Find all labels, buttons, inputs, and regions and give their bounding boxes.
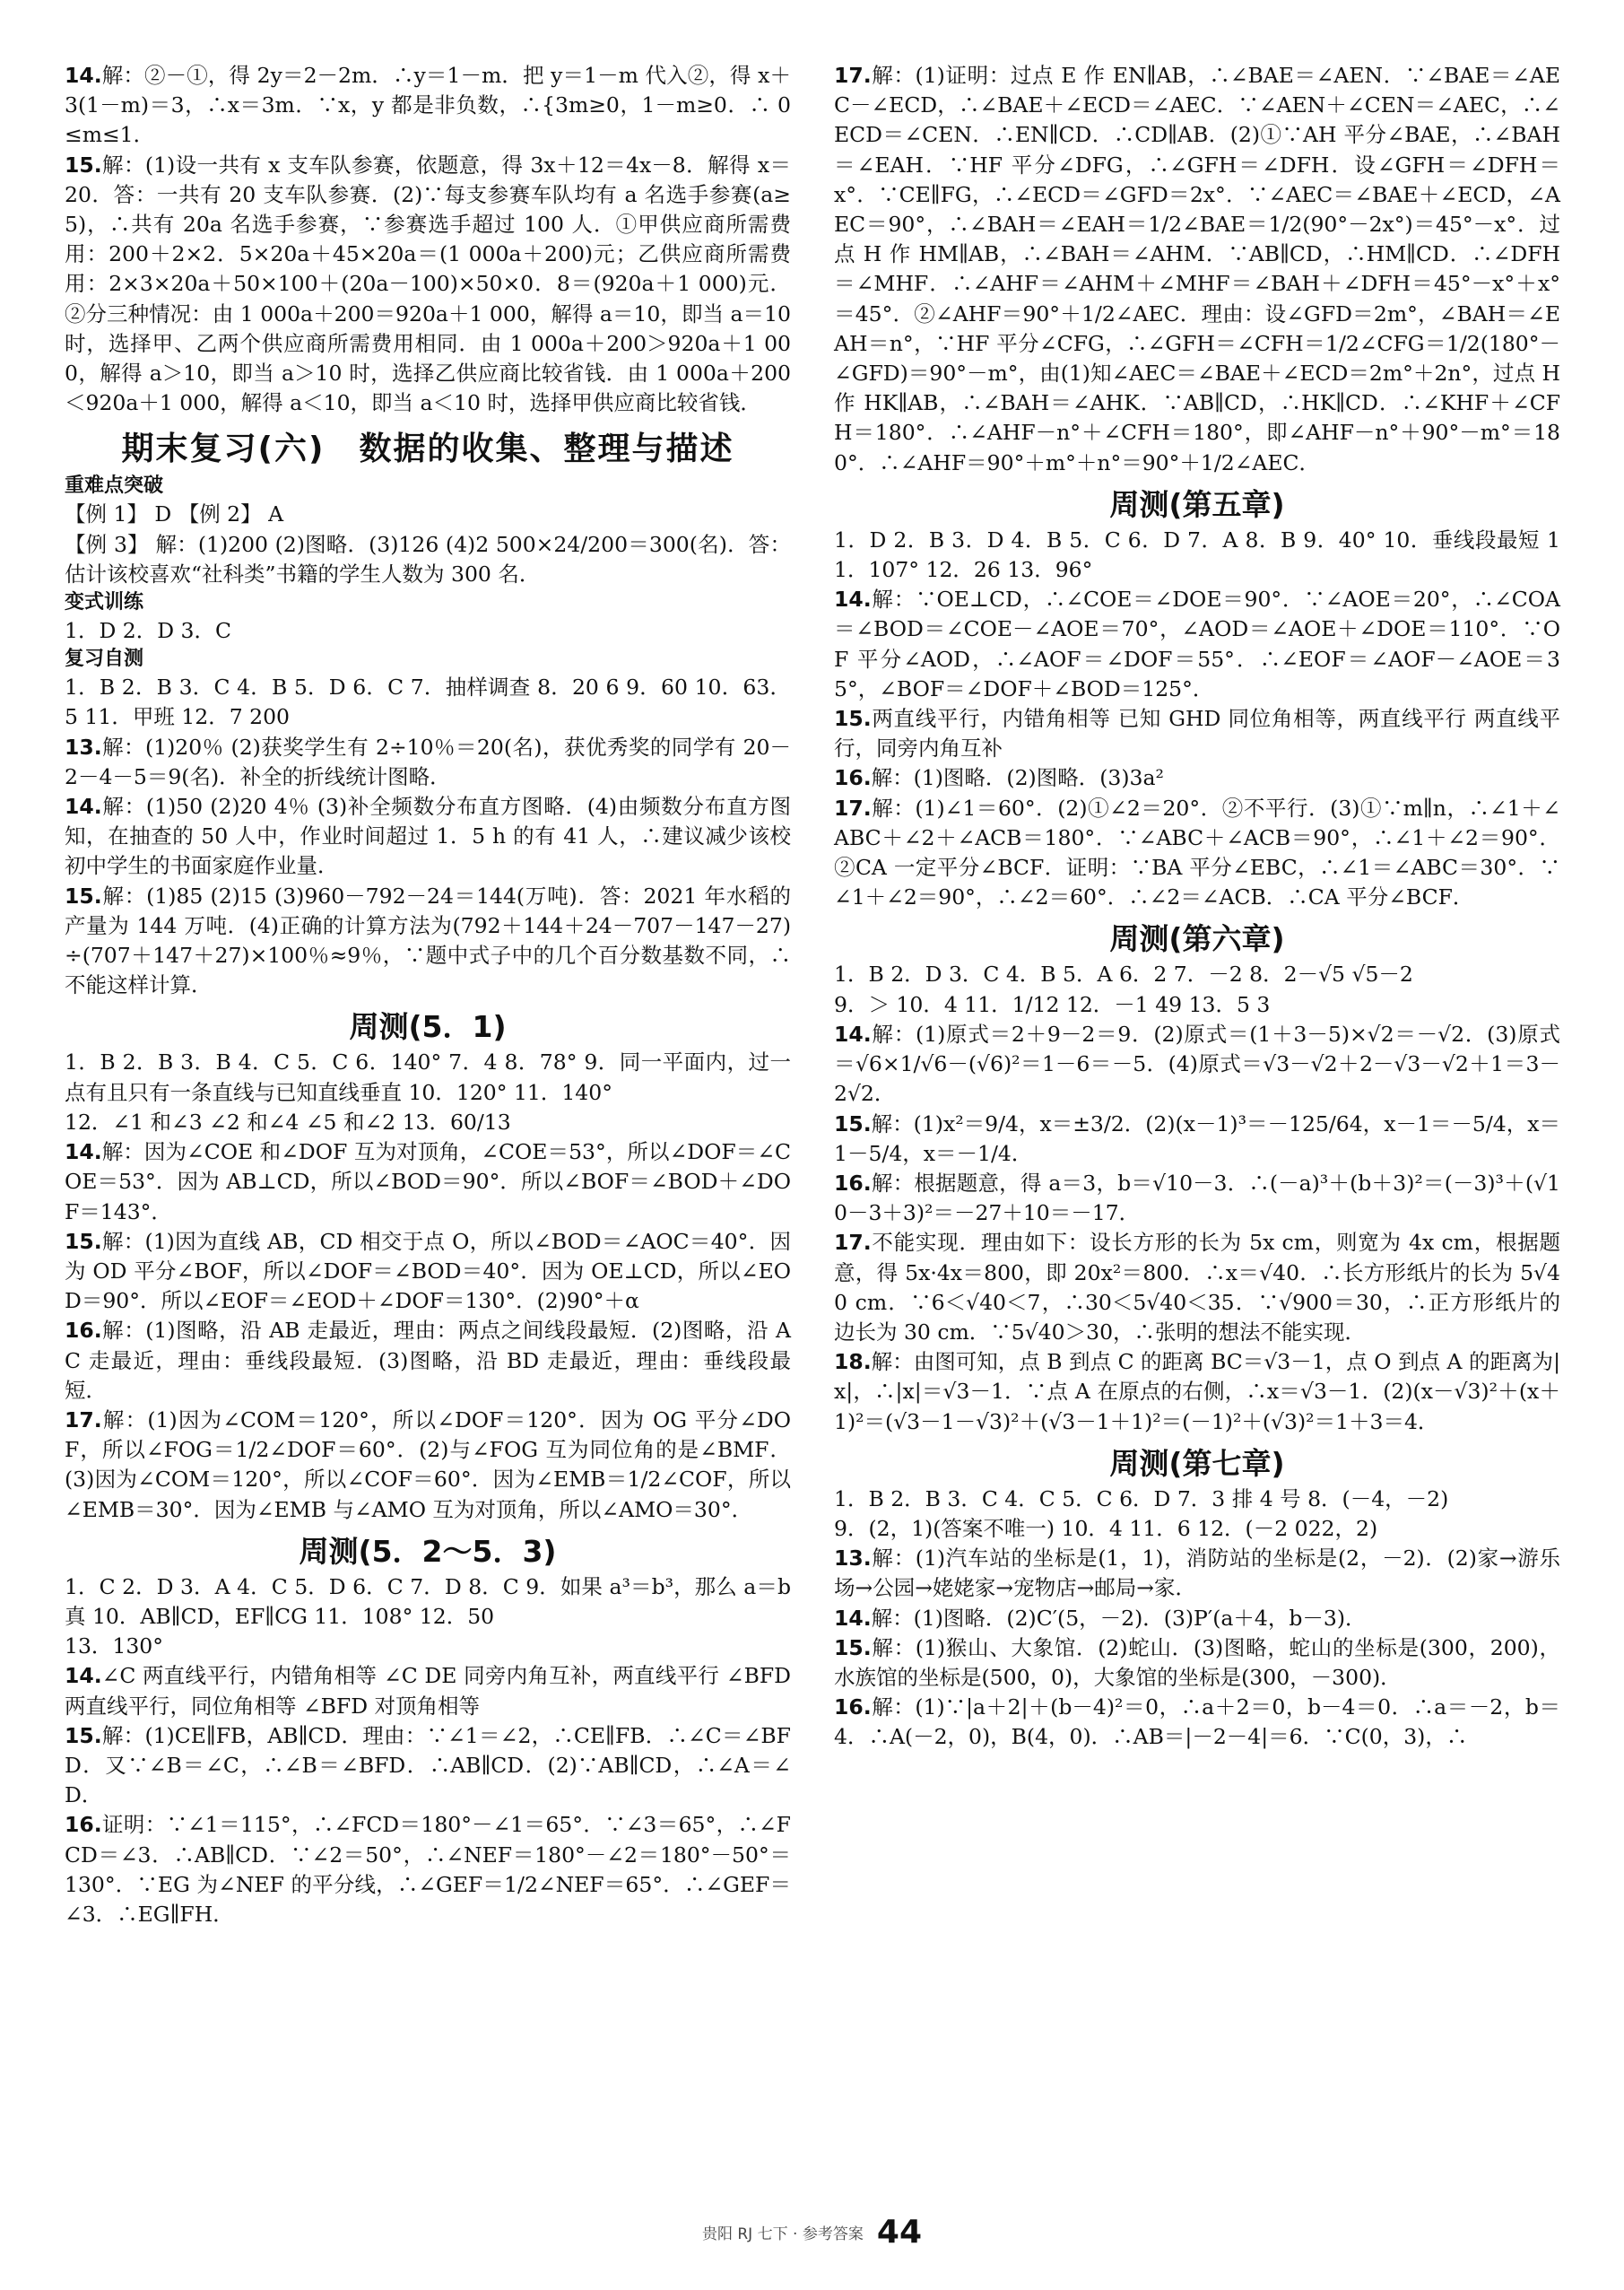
item-text: 1．D 2．D 3．C	[65, 618, 231, 644]
item-text: 解：(1)汽车站的坐标是(1，1)，消防站的坐标是(2，－2)．(2)家→游乐场→公园→姥姥家→宠物店→邮局→家．	[834, 1546, 1560, 1601]
item-text: 解：(1)20％ (2)获奖学生有 2÷10％＝20(名)，获优秀奖的同学有 20－2－4－5＝9(名)．补全的折线统计图略．	[65, 734, 791, 789]
answer-item	[834, 1693, 1560, 1752]
answer-item	[65, 1108, 791, 1137]
answer-item	[65, 1661, 791, 1720]
item-text: 【例 1】 D 【例 2】 A	[65, 501, 284, 527]
item-number: 14.	[65, 794, 102, 820]
answer-item	[65, 673, 791, 732]
item-text: 解：因为∠COE 和∠DOF 互为对顶角，∠COE＝53°，所以∠DOF＝∠COE＝53°．因为 AB⊥CD，所以∠BOD＝90°．所以∠BOF＝∠BOD＋∠DOF＝143°．	[65, 1139, 791, 1224]
answer-item	[834, 990, 1560, 1020]
section-heading: 周测(第六章)	[1109, 921, 1285, 957]
answer-item	[65, 1227, 791, 1317]
item-number: 17.	[834, 1230, 872, 1256]
item-text: 1．D 2．B 3．D 4．B 5．C 6．D 7．A 8．B 9．40° 10．垂线段最短 11．107° 12．26 13．96°	[834, 527, 1560, 583]
item-text: 解：(1)证明：过点 E 作 EN∥AB，∴∠BAE＝∠AEN．∵∠BAE＝∠AEC－∠ECD，∴∠BAE＋∠ECD＝∠AEC．∵∠AEN＋∠CEN＝∠AEC，∴∠ECD＝∠CEN．∴EN∥CD．∴CD∥AB．(2)①∵AH 平分∠BAE，∴∠BAH＝∠EAH．∵HF 平分∠DFG，∴∠GFH＝∠DFH．设∠GFH＝∠DFH＝x°．∵CE∥FG，∴∠ECD＝∠GFD＝2x°．∵∠AEC＝∠BAE＋∠ECD，∠AEC＝90°，∴∠BAH＝∠EAH＝1/2∠BAE＝1/2(90°－2x°)＝45°－x°．过点 H 作 HM∥AB，∴∠BAH＝∠AHM．∵AB∥CD，∴HM∥CD．∴∠DFH＝∠MHF．∴∠AHF＝∠AHM＋∠MHF＝∠BAH＋∠DFH＝45°－x°＋x°＝45°．②∠AHF＝90°＋1/2∠AEC．理由：设∠GFD＝2m°，∠BAH＝∠EAH＝n°，∵HF 平分∠CFG，∴∠GFH＝∠CFH＝1/2∠CFG＝1/2(180°－∠GFD)＝90°－m°，由(1)知∠AEC＝∠BAE＋∠ECD＝2m°＋2n°，过点 H 作 HK∥AB，∴∠BAH＝∠AHK．∵AB∥CD，∴HK∥CD．∴∠KHF＋∠CFH＝180°．∴∠AHF－n°＋∠CFH＝180°，即∠AHF－n°＋90°－m°＝180°．∴∠AHF＝90°＋m°＋n°＝90°＋1/2∠AEC．	[834, 63, 1560, 475]
item-number: 16.	[834, 765, 872, 791]
answer-item	[834, 1169, 1560, 1228]
answer-item	[834, 585, 1560, 704]
item-text: 解：(1)CE∥FB，AB∥CD．理由：∵∠1＝∠2，∴CE∥FB．∴∠C＝∠BFD．又∵∠B＝∠C，∴∠B＝∠BFD．∴AB∥CD．(2)∵AB∥CD，∴∠A＝∠D．	[65, 1722, 791, 1808]
item-number: 18.	[834, 1349, 872, 1375]
answer-item	[65, 1137, 791, 1227]
item-text: 1．B 2．D 3．C 4．B 5．A 6．2 7．－2 8．2－√5 √5－2	[834, 962, 1413, 988]
item-number: 14.	[65, 63, 102, 88]
item-number: 14.	[65, 1663, 102, 1689]
answer-item	[834, 794, 1560, 913]
answer-item	[834, 763, 1560, 793]
item-text: 解：(1)∠1＝60°．(2)①∠2＝20°．②不平行．(3)①∵m∥n，∴∠1＋∠ABC＋∠2＋∠ACB＝180°．∵∠ABC＋∠ACB＝90°，∴∠1＋∠2＝90°．②CA 一定平分∠BCF．证明：∵BA 平分∠EBC，∴∠1＝∠ABC＝30°．∵∠1＋∠2＝90°，∴∠2＝60°．∴∠2＝∠ACB．∴CA 平分∠BCF．	[834, 795, 1560, 910]
answer-item	[65, 882, 791, 1001]
item-text: 12．∠1 和∠3 ∠2 和∠4 ∠5 和∠2 13．60/13	[65, 1109, 511, 1135]
answer-item	[65, 61, 791, 151]
answer-item	[834, 1485, 1560, 1514]
item-text: 解：(1)设一共有 x 支车队参赛，依题意，得 3x＋12＝4x－8．解得 x＝20．答：一共有 20 支车队参赛．(2)∵每支参赛车队均有 a 名选手参赛(a≥5)，∴共有 20a 名选手参赛，∵参赛选手超过 100 人．①甲供应商所需费用：200＋2×2．5×20a＋45×20a＝(1 000a＋200)元；乙供应商所需费用：2×3×20a＋50×100＋(20a－100)×50×0．8＝(920a＋1 000)元．②分三种情况：由 1 000a＋200＝920a＋1 000，解得 a＝10，即当 a＝10 时，选择甲、乙两个供应商所需费用相同．由 1 000a＋200＞920a＋1 000，解得 a＞10，即当 a＞10 时，选择乙供应商比较省钱．由 1 000a＋200＜920a＋1 000，解得 a＜10，即当 a＜10 时，选择甲供应商比较省钱．	[65, 152, 791, 416]
answer-item	[65, 1721, 791, 1811]
item-text: 1．B 2．B 3．C 4．C 5．C 6．D 7．3 排 4 号 8．(－4，－2)	[834, 1485, 1449, 1511]
page-number: 44	[876, 2214, 923, 2251]
subsection-heading: 复习自测	[65, 648, 144, 671]
answer-item	[65, 1810, 791, 1929]
item-number: 14.	[834, 1021, 872, 1047]
left-column	[65, 61, 791, 1929]
item-text: 解：(1)∵|a＋2|＋(b－4)²＝0，∴a＋2＝0，b－4＝0．∴a＝－2，b＝4．∴A(－2，0)，B(4，0)．∴AB＝|－2－4|＝6．∵C(0，3)，∴	[834, 1694, 1560, 1750]
item-number: 15.	[834, 1634, 872, 1660]
answer-item	[65, 733, 791, 792]
item-text: 解：由图可知，点 B 到点 C 的距离 BC＝√3－1，点 O 到点 A 的距离为|x|，∴|x|＝√3－1．∵点 A 在原点的右侧，∴x＝√3－1．(2)(x－√3)²＋(x＋1)²＝(√3－1－√3)²＋(√3－1＋1)²＝(－1)²＋(√3)²＝1＋3＝4．	[834, 1349, 1560, 1434]
answer-item	[834, 61, 1560, 478]
section-heading: 期末复习(六) 数据的收集、整理与描述	[121, 431, 734, 468]
item-number: 15.	[65, 152, 102, 178]
section-heading: 周测(第七章)	[1109, 1445, 1285, 1481]
answer-item	[834, 1347, 1560, 1437]
section-heading: 周测(第五章)	[1109, 486, 1285, 522]
item-text: 解：(1)猴山、大象馆．(2)蛇山．(3)图略，蛇山的坐标是(300，200)，水族馆的坐标是(500，0)，大象馆的坐标是(300，－300)．	[834, 1634, 1560, 1690]
answer-item	[65, 1632, 791, 1661]
item-text: 1．C 2．D 3．A 4．C 5．D 6．C 7．D 8．C 9．如果 a³＝b³，那么 a＝b 真 10．AB∥CD，EF∥CG 11．108° 12．50	[65, 1573, 791, 1629]
answer-item	[65, 1406, 791, 1525]
item-text: 不能实现．理由如下：设长方形的长为 5x cm，则宽为 4x cm，根据题意，得 5x·4x＝800，即 20x²＝800．∴x＝√40．∴长方形纸片的长为 5√40 cm．∵6＜√40＜7，∴30＜5√40＜35．∵√900＝30，∴正方形纸片的边长为 30 cm．∵5√40＞30，∴张明的想法不能实现．	[834, 1230, 1560, 1345]
item-text: 解：(1)因为直线 AB，CD 相交于点 O，所以∠BOD＝∠AOC＝40°．因为 OD 平分∠BOF，所以∠DOF＝∠BOD＝40°．因为 OE⊥CD，所以∠EOD＝90°．所以∠EOF＝∠EOD＋∠DOF＝130°．(2)90°＋α	[65, 1228, 791, 1314]
item-number: 15.	[834, 1110, 872, 1136]
right-column	[834, 61, 1560, 1753]
answer-item	[65, 792, 791, 882]
item-number: 15.	[65, 1228, 102, 1254]
item-number: 15.	[834, 706, 872, 732]
answer-item	[834, 1020, 1560, 1110]
item-text: 解：(1)x²＝9/4，x＝±3/2．(2)(x－1)³＝－125/64，x－1＝－5/4，x＝1－5/4，x＝－1/4．	[834, 1110, 1560, 1166]
answer-item	[65, 616, 791, 646]
item-text: 解：②－①，得 2y＝2－2m．∴y＝1－m．把 y＝1－m 代入②，得 x＋3(1－m)＝3，∴x＝3m．∵x，y 都是非负数，∴{3m≥0，1－m≥0．∴ 0≤m≤1．	[65, 63, 791, 148]
answer-item	[65, 1316, 791, 1406]
item-number: 17.	[834, 63, 872, 88]
item-number: 15.	[65, 1722, 102, 1748]
answer-item	[834, 526, 1560, 585]
item-text: 解：(1)图略．(2)C′(5，－2)．(3)P′(a＋4，b－3)．	[871, 1605, 1367, 1631]
item-text: 1．B 2．B 3．C 4．B 5．D 6．C 7．抽样调查 8．20 6 9．60 10．63．5 11．甲班 12．7 200	[65, 675, 791, 730]
footer-text: 贵阳 RJ 七下 · 参考答案	[701, 2225, 864, 2243]
subsection-heading: 重难点突破	[65, 475, 164, 498]
item-number: 15.	[65, 883, 102, 909]
item-number: 16.	[65, 1318, 102, 1344]
answer-item	[65, 1572, 791, 1632]
answer-item	[834, 1514, 1560, 1544]
item-text: 【例 3】 解：(1)200 (2)图略．(3)126 (4)2 500×24/200＝300(名)．答：估计该校喜欢“社科类”书籍的学生人数为 300 名．	[65, 531, 791, 587]
item-number: 16.	[834, 1170, 872, 1196]
item-number: 14.	[834, 1605, 872, 1631]
item-number: 17.	[65, 1406, 102, 1432]
answer-item	[834, 1228, 1560, 1347]
answer-item	[65, 530, 791, 589]
item-number: 14.	[65, 1139, 102, 1165]
section-heading: 周测(5．1)	[349, 1009, 507, 1045]
item-text: 解：(1)因为∠COM＝120°，所以∠DOF＝120°．因为 OG 平分∠DOF，所以∠FOG＝1/2∠DOF＝60°．(2)与∠FOG 互为同位角的是∠BMF．(3)因为∠COM＝120°，所以∠COF＝60°．因为∠EMB＝1/2∠COF，所以∠EMB＝30°．因为∠EMB 与∠AMO 互为对顶角，所以∠AMO＝30°．	[65, 1406, 791, 1522]
answer-item	[834, 960, 1560, 989]
answer-item	[834, 704, 1560, 763]
item-text: 解：(1)50 (2)20 4％ (3)补全频数分布直方图略．(4)由频数分布直方图知，在抽查的 50 人中，作业时间超过 1．5 h 的有 41 人，∴建议减少该校初中学生的书面家庭作业量．	[65, 794, 791, 879]
item-text: 13．130°	[65, 1633, 164, 1659]
item-number: 16.	[65, 1812, 102, 1838]
item-text: 解：∵OE⊥CD，∴∠COE＝∠DOE＝90°．∵∠AOE＝20°，∴∠COA＝∠BOD＝∠COE－∠AOE＝70°，∠AOD＝∠AOE＋∠DOE＝110°．∵OF 平分∠AOD，∴∠AOF＝∠DOF＝55°．∴∠EOF＝∠AOF－∠AOE＝35°，∠BOF＝∠DOF＋∠BOD＝125°．	[834, 587, 1560, 701]
item-text: 两直线平行，内错角相等 已知 GHD 同位角相等，两直线平行 两直线平行，同旁内角互补	[834, 706, 1560, 762]
item-text: 解：(1)85 (2)15 (3)960－792－24＝144(万吨)．答：2021 年水稻的产量为 144 万吨．(4)正确的计算方法为(792＋144＋24－707－147－27)÷(707＋147＋27)×100％≈9％，∵题中式子中的几个百分数基数不同，∴不能这样计算．	[65, 883, 791, 998]
item-text: 9．＞ 10．4 11．1/12 12．－1 49 13．5 3	[834, 991, 1271, 1017]
answer-item	[65, 151, 791, 419]
item-text: 解：(1)图略，沿 AB 走最近，理由：两点之间线段最短．(2)图略，沿 AC 走最近，理由：垂线段最短．(3)图略，沿 BD 走最近，理由：垂线段最短．	[65, 1318, 791, 1403]
item-text: 9．(2，1)(答案不唯一) 10．4 11．6 12．(－2 022，2)	[834, 1515, 1378, 1541]
item-text: 解：根据题意，得 a＝3，b＝√10－3．∴(－a)³＋(b＋3)²＝(－3)³＋(√10－3＋3)²＝－27＋10＝－17．	[834, 1170, 1560, 1226]
item-text: 1．B 2．B 3．B 4．C 5．C 6．140° 7．4 8．78° 9．同一平面内，过一点有且只有一条直线与已知直线垂直 10．120° 11．140°	[65, 1049, 791, 1105]
item-number: 16.	[834, 1694, 872, 1720]
answer-item	[65, 1048, 791, 1107]
item-number: 13.	[65, 734, 102, 760]
answer-item	[834, 1633, 1560, 1693]
answer-item	[834, 1110, 1560, 1169]
answer-item	[834, 1544, 1560, 1603]
item-text: 解：(1)原式＝2＋9－2＝9．(2)原式＝(1＋3－5)×√2＝－√2．(3)原式＝√6×1/√6－(√6)²＝1－6＝－5．(4)原式＝√3－√2＋2－√3－√2＋1＝3－2√2．	[834, 1021, 1560, 1107]
item-number: 13.	[834, 1546, 872, 1572]
item-text: ∠C 两直线平行，内错角相等 ∠C DE 同旁内角互补，两直线平行 ∠BFD 两直线平行，同位角相等 ∠BFD 对顶角相等	[65, 1663, 791, 1719]
item-number: 14.	[834, 587, 872, 613]
item-text: 解：(1)图略．(2)图略．(3)3a²	[871, 765, 1164, 791]
answer-item	[65, 500, 791, 529]
section-heading: 周测(5．2～5．3)	[299, 1533, 557, 1569]
page-footer	[0, 2214, 1624, 2251]
item-text: 证明：∵∠1＝115°，∴∠FCD＝180°－∠1＝65°．∵∠3＝65°，∴∠FCD＝∠3．∴AB∥CD．∵∠2＝50°，∴∠NEF＝180°－∠2＝180°－50°＝130°．∵EG 为∠NEF 的平分线，∴∠GEF＝1/2∠NEF＝65°．∴∠GEF＝∠3．∴EG∥FH．	[65, 1812, 791, 1927]
subsection-heading: 变式训练	[65, 591, 144, 614]
item-number: 17.	[834, 795, 872, 821]
answer-item	[834, 1604, 1560, 1633]
